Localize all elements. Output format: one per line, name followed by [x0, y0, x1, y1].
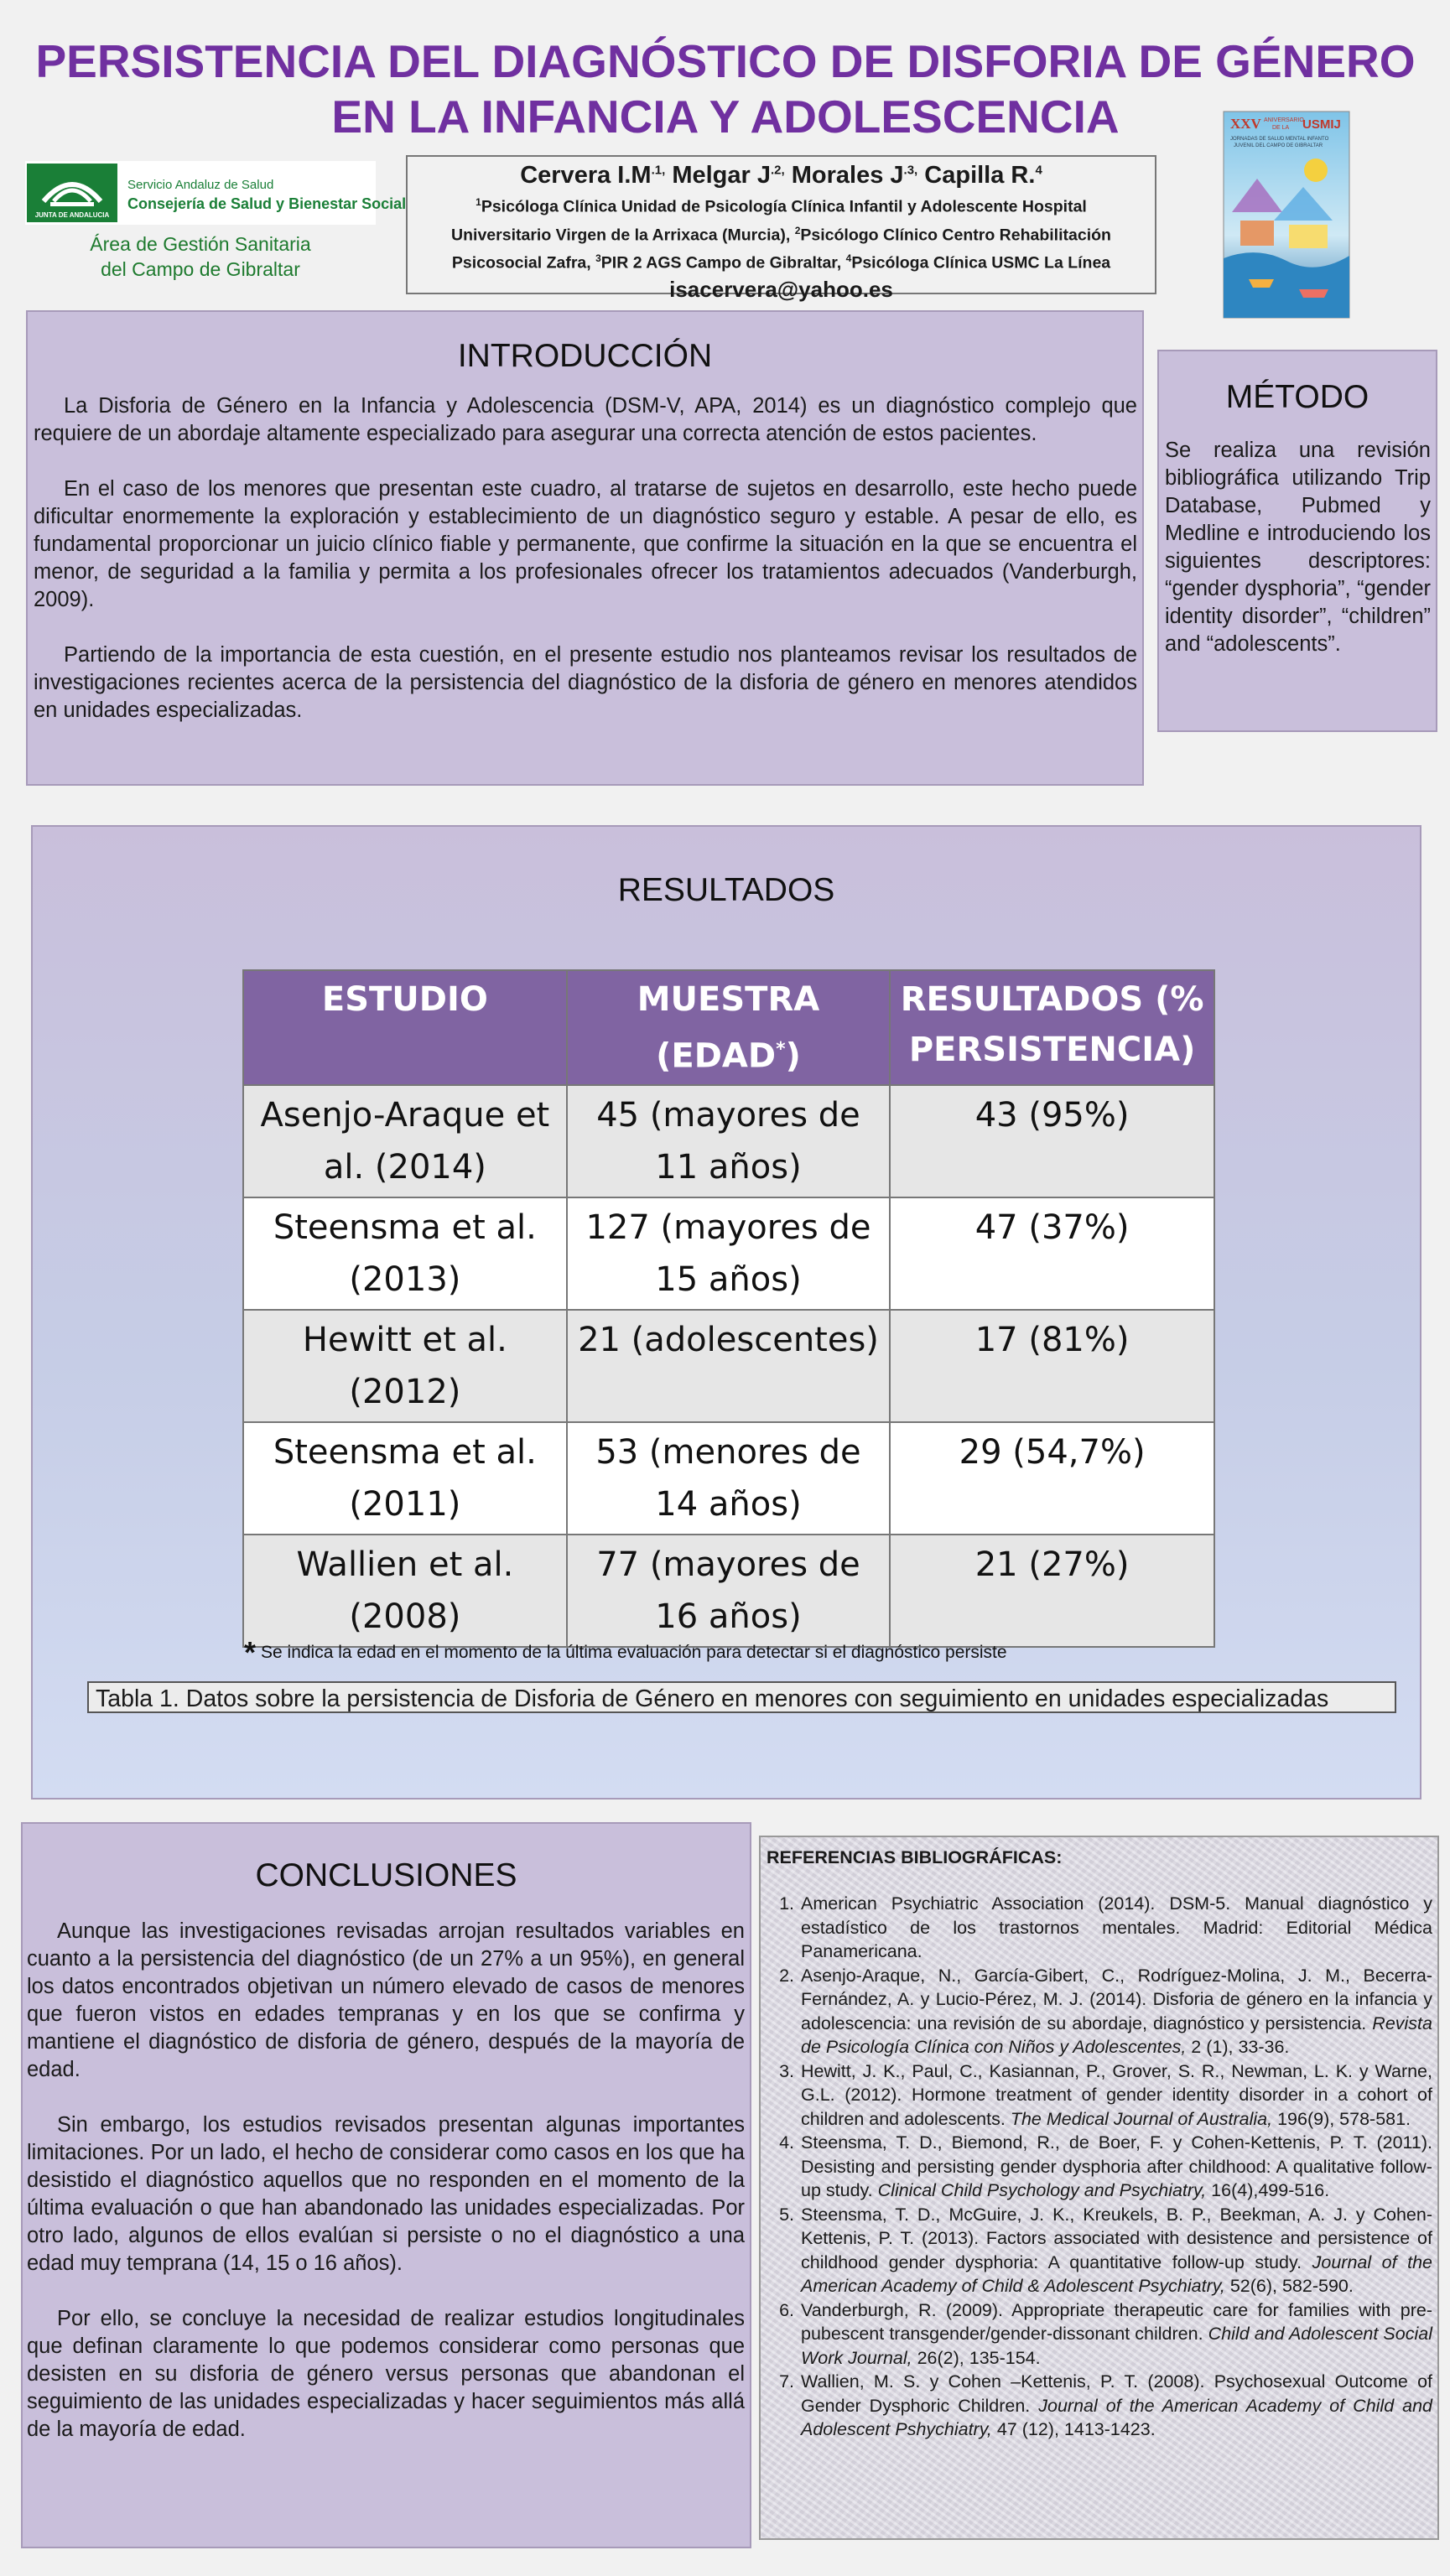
- aff-2-text-b: Psicólogo Clínico Centro Rehabilitación: [800, 226, 1111, 244]
- logo-badge-text: JUNTA DE ANDALUCIA: [34, 211, 110, 219]
- cell-estudio: Hewitt et al. (2012): [243, 1310, 567, 1422]
- header-muestra-text: MUESTRA (EDAD: [637, 980, 820, 1076]
- ref-2-post: 2 (1), 33-36.: [1186, 2037, 1290, 2057]
- list-item: [799, 2203, 1432, 2298]
- cell-muestra: 21 (adolescentes): [567, 1310, 890, 1422]
- metodo-text: Se realiza una revisión bibliográfica utilizando Trip Database, Pubmed y Medline e introduciendo los siguientes descriptores: “gender dysphoria”, “gender identity disorder”, “children” and “adolescents”.: [1165, 439, 1431, 656]
- table-row: [243, 1310, 1214, 1422]
- area-line-2: del Campo de Gibraltar: [101, 258, 300, 280]
- authors-box: [406, 155, 1156, 302]
- poster-img-line-6: JUVENIL DEL CAMPO DE GIBRALTAR: [1234, 143, 1323, 148]
- list-item: [799, 2370, 1432, 2442]
- table-footnote: [244, 1635, 1007, 1670]
- cell-muestra: 45 (mayores de 11 años): [567, 1085, 890, 1197]
- header-estudio: ESTUDIO: [243, 970, 567, 1085]
- introduccion-paragraph-1: La Disforia de Género en la Infancia y Adolescencia (DSM-V, APA, 2014) es un diagnóstico complejo que requiere de un abordaje altamente especializado para asegurar una correcta atención de estos pacientes.: [34, 394, 1137, 445]
- introduccion-section: [26, 310, 1144, 786]
- cell-estudio: Steensma et al. (2011): [243, 1422, 567, 1535]
- poster-img-line-4: USMIJ: [1302, 117, 1341, 132]
- ref-4-post: 16(4),499-516.: [1206, 2180, 1330, 2200]
- ref-2-text: Asenjo-Araque, N., García-Gibert, C., Rodríguez-Molina, J. M., Becerra-Fernández, A. y Lucio-Pérez, M. J. (2014). Disforia de género en la infancia y adolescencia: una revisión de su abordaje, diagnóstico y persistencia.: [801, 1965, 1432, 2033]
- ref-4-journal: Clinical Child Psychology and Psychiatry,: [877, 2180, 1207, 2200]
- aff-4-text: Psicóloga Clínica USMC La Línea: [851, 253, 1111, 273]
- cell-resultado: 21 (27%): [890, 1535, 1214, 1647]
- ref-2-journal: Revista de Psicología Clínica con Niños y Adolescentes,: [801, 2012, 1432, 2057]
- introduccion-heading: INTRODUCCIÓN: [457, 338, 713, 374]
- cell-resultado: 47 (37%): [890, 1197, 1214, 1310]
- logo-org-line-1: Servicio Andaluz de Salud: [127, 178, 274, 192]
- author-1-sup: .1,: [651, 163, 666, 178]
- author-3-sup: .3,: [903, 163, 918, 178]
- conclusiones-paragraph-2: Sin embargo, los estudios revisados presentan algunas importantes limitaciones. Por un lado, el hecho de considerar como casos en los que ha desistido el diagnóstico aquellos que no responden en el momento de la última evaluación o que han abandonado las unidades especializadas. Por otro lado, algunos de ellos evalúan si persiste o no el diagnóstico a una edad muy temprana (14, 15 o 16 años).: [27, 2113, 745, 2275]
- list-item: [799, 2059, 1432, 2132]
- ref-5-text: Steensma, T. D., McGuire, J. K., Kreukels, B. P., Beekman, A. J. y Cohen-Kettenis, P. T. (2013). Factors associated with desistence and persistence of childhood gender dysphoria: A quantitative follow-up study.: [801, 2204, 1432, 2272]
- area-line-1: Área de Gestión Sanitaria: [90, 233, 311, 255]
- conclusiones-paragraph-1: Aunque las investigaciones revisadas arrojan resultados variables en cuanto a la persistencia del diagnóstico (de un 27% a un 95%), en general los datos encontrados objetivan un número elevado de casos de menores que fueron vistos en edades tempranas y en los que se confirma y mantiene el diagnóstico de disforia de género, después de la mayoría de edad.: [27, 1919, 745, 2081]
- poster-img-line-5: JORNADAS DE SALUD MENTAL INFANTO: [1230, 137, 1329, 142]
- referencias-section: [759, 1836, 1439, 2540]
- poster-title-line-2: EN LA INFANCIA Y ADOLESCENCIA: [331, 91, 1120, 143]
- aff-2-sup: 2: [794, 224, 801, 236]
- ref-6-post: 26(2), 135-154.: [912, 2347, 1041, 2368]
- list-item: [799, 2298, 1432, 2371]
- conference-illustration-icon: [1224, 112, 1349, 318]
- ref-4-text: Steensma, T. D., Biemond, R., de Boer, F. y Cohen-Kettenis, P. T. (2011). Desisting and persisting gender dysphoria after childhood: A qualitative follow-up study.: [801, 2132, 1432, 2200]
- cell-estudio: Asenjo-Araque et al. (2014): [243, 1085, 567, 1197]
- conclusiones-paragraph-3: Por ello, se concluye la necesidad de realizar estudios longitudinales que definan claramente lo que podemos considerar como personas que desisten en su disforia de género versus personas que abandonan el seguimiento de las unidades especializadas y hacer seguimientos más allá de la mayoría de edad.: [27, 2307, 745, 2441]
- cell-muestra: 127 (mayores de 15 años): [567, 1197, 890, 1310]
- cell-estudio: Wallien et al. (2008): [243, 1535, 567, 1647]
- aff-3-sup: 3: [595, 252, 601, 264]
- author-2: Melgar J: [672, 162, 771, 189]
- poster-img-line-2: ANIVERSARIO: [1264, 117, 1304, 123]
- resultados-heading: RESULTADOS: [617, 872, 835, 908]
- cell-muestra: 53 (menores de 14 años): [567, 1422, 890, 1535]
- list-item: [799, 1964, 1432, 2059]
- referencias-heading: REFERENCIAS BIBLIOGRÁFICAS:: [767, 1847, 1063, 1867]
- logo-org-line-2: Consejería de Salud y Bienestar Social: [127, 195, 407, 212]
- cell-resultado: 43 (95%): [890, 1085, 1214, 1197]
- aff-1-sup: 1: [476, 196, 481, 208]
- ref-3-text: Hewitt, J. K., Paul, C., Kasiannan, P., Grover, S. R., Newman, L. K. y Warne, G.L. (2012). Hormone treatment of gender identity disorder in a cohort of children and adolescents.: [801, 2060, 1432, 2129]
- author-2-sup: .2,: [770, 163, 785, 178]
- aff-1-text: Psicóloga Clínica Unidad de Psicología Clínica Infantil y Adolescente Hospital: [481, 197, 1087, 216]
- author-3: Morales J: [791, 162, 904, 189]
- cell-estudio: Steensma et al. (2013): [243, 1197, 567, 1310]
- ref-3-post: 196(9), 578-581.: [1272, 2108, 1411, 2129]
- ref-5-post: 52(6), 582-590.: [1224, 2276, 1354, 2296]
- table-row: [243, 1085, 1214, 1197]
- header-muestra-sup: *: [776, 1039, 786, 1060]
- poster-title: [34, 34, 1417, 144]
- header-muestra-end: ): [785, 1036, 801, 1076]
- conference-poster-image: [1224, 112, 1349, 318]
- introduccion-paragraph-2: En el caso de los menores que presentan este cuadro, al tratarse de sujetos en desarrollo, este hecho puede dificultar enormemente la exploración y establecimiento de un diagnóstico seguro y estable. A pesar de ello, es fundamental proporcionar un juicio clínico fiable y permanente, que confirme la situación en la que se encuentra el menor, de seguridad a la familia y permita a los profesionales ofrecer los tratamientos adecuados (Vanderburgh, 2009).: [34, 477, 1137, 611]
- poster-img-line-3: DE LA: [1272, 125, 1290, 131]
- ref-7-post: 47 (12), 1413-1423.: [991, 2419, 1156, 2439]
- author-names: [408, 162, 1155, 190]
- aff-3-text: Psicosocial Zafra,: [451, 253, 591, 273]
- table-row: [243, 1422, 1214, 1535]
- conclusiones-heading: CONCLUSIONES: [255, 1857, 517, 1893]
- ref-1-text: American Psychiatric Association (2014). DSM-5. Manual diagnóstico y estadístico de los trastornos mentales. Madrid: Editorial Médica Panamericana.: [801, 1893, 1432, 1961]
- list-item: [799, 1892, 1432, 1964]
- table-header-row: [243, 970, 1214, 1085]
- ref-3-journal: The Medical Journal of Australia,: [1010, 2108, 1273, 2129]
- author-email[interactable]: isacervera@yahoo.es: [669, 276, 893, 302]
- referencias-list: [761, 1892, 1437, 2442]
- sas-logo: [25, 161, 407, 225]
- table-caption: Tabla 1. Datos sobre la persistencia de Disforia de Género en menores con seguimiento en unidades especializadas: [87, 1681, 1396, 1713]
- introduccion-paragraph-3: Partiendo de la importancia de esta cuestión, en el presente estudio nos planteamos revisar los resultados de investigaciones recientes acerca de la persistencia del diagnóstico de la disforia de género en menores atendidos en unidades especializadas.: [34, 643, 1137, 722]
- poster-img-line-1: XXV: [1230, 116, 1261, 132]
- list-item: [799, 2131, 1432, 2203]
- cell-resultado: 29 (54,7%): [890, 1422, 1214, 1535]
- ref-7-text: Wallien, M. S. y Cohen –Kettenis, P. T. (2008). Psychosexual Outcome of Gender Dysphoric Children.: [801, 2371, 1432, 2416]
- author-1: Cervera I.M: [520, 162, 652, 189]
- table-row: [243, 1535, 1214, 1647]
- ref-6-journal: Child and Adolescent Social Work Journal,: [801, 2324, 1432, 2368]
- ref-6-text: Vanderburgh, R. (2009). Appropriate therapeutic care for families with pre-pubescent transgender/gender-dissonant children.: [801, 2299, 1432, 2344]
- aff-3-text-b: PIR 2 AGS Campo de Gibraltar,: [600, 253, 842, 273]
- author-4-sup: 4: [1035, 163, 1042, 178]
- cell-muestra: 77 (mayores de 16 años): [567, 1535, 890, 1647]
- header-resultados: RESULTADOS (% PERSISTENCIA): [890, 970, 1214, 1085]
- table-row: [243, 1197, 1214, 1310]
- author-4: Capilla R.: [924, 162, 1036, 189]
- poster-title-line-1: PERSISTENCIA DEL DIAGNÓSTICO DE DISFORIA DE GÉNERO: [35, 35, 1416, 87]
- aff-2-text: Universitario Virgen de la Arrixaca (Murcia),: [451, 226, 791, 244]
- header-muestra: [567, 970, 890, 1085]
- junta-andalucia-logo-icon: [25, 161, 407, 225]
- metodo-heading: MÉTODO: [1225, 379, 1369, 415]
- metodo-section: [1157, 350, 1437, 732]
- conclusiones-section: [21, 1822, 751, 2548]
- ref-7-journal: Journal of the American Academy of Child and Adolescent Pshychiatry,: [801, 2395, 1432, 2439]
- results-table: [242, 969, 1215, 1648]
- aff-4-sup: 4: [845, 252, 852, 264]
- footnote-text: Se indica la edad en el momento de la última evaluación para detectar si el diagnóstico persiste: [261, 1643, 1007, 1662]
- ref-5-journal: Journal of the American Academy of Child & Adolescent Psychiatry,: [801, 2251, 1433, 2296]
- area-gestion-label: [25, 231, 376, 282]
- cell-resultado: 17 (81%): [890, 1310, 1214, 1422]
- footnote-asterisk: *: [244, 1635, 257, 1670]
- affiliations: [408, 190, 1155, 275]
